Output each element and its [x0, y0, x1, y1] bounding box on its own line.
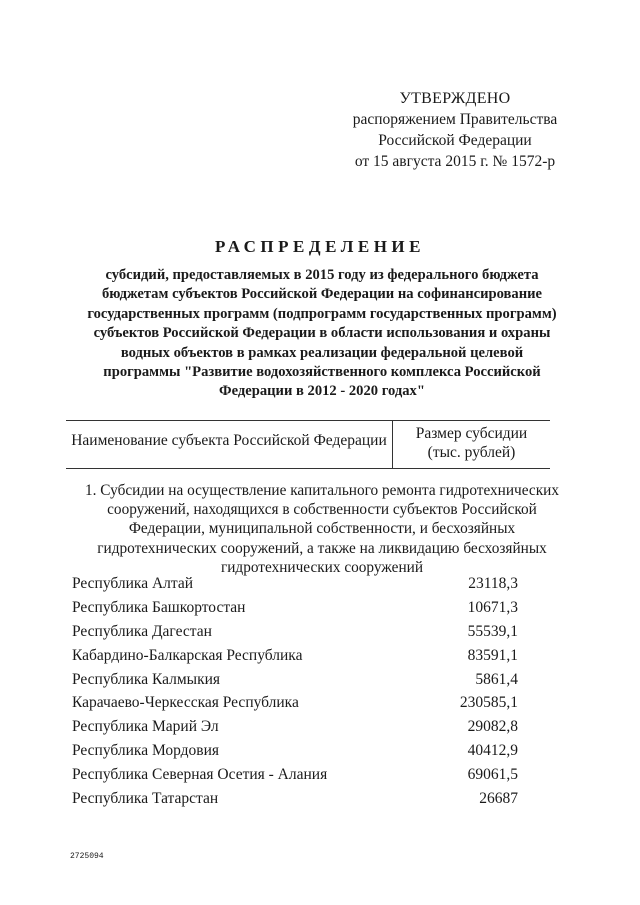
- subsidy-amount: 29082,8: [467, 718, 518, 736]
- region-name: Республика Татарстан: [72, 790, 219, 808]
- region-name: Республика Мордовия: [72, 742, 220, 760]
- section-title: [72, 481, 572, 577]
- subtitle-line: бюджетам субъектов Российской Федерации на софинансирование: [101, 286, 543, 303]
- subsidy-amount: 5861,4: [475, 670, 518, 688]
- region-name: Карачаево-Черкесская Республика: [72, 694, 299, 712]
- subtitle-line: Федерации в 2012 - 2020 годах": [219, 383, 425, 400]
- region-name: Республика Алтай: [72, 575, 194, 592]
- region-name: Республика Дагестан: [72, 622, 212, 640]
- subtitle-line: программы "Развитие водохозяйственного комплекса Российской: [103, 364, 541, 381]
- column-header-amount: [393, 424, 550, 462]
- subsidy-amount: 55539,1: [467, 622, 518, 640]
- subsidy-amount: 26687: [479, 790, 518, 808]
- subsidy-amount: 230585,1: [459, 694, 518, 712]
- document-title: РАСПРЕДЕЛЕНИЕ: [215, 237, 425, 256]
- approval-block: [330, 88, 580, 172]
- subsidy-amount: 40412,9: [467, 742, 518, 760]
- table-row: [72, 644, 552, 668]
- section-title-line: 1. Субсидии на осуществление капитального ремонта гидротехнических: [85, 482, 559, 499]
- table-row: [72, 763, 552, 787]
- table-row: [72, 691, 552, 715]
- region-name: Республика Марий Эл: [72, 718, 219, 736]
- column-header-amount-unit: (тыс. рублей): [427, 444, 516, 461]
- table-header-bottom-rule: [66, 468, 550, 469]
- subtitle-line: субъектов Российской Федерации в области использования и охраны: [93, 325, 551, 342]
- column-header-amount-line: Размер субсидии: [415, 425, 528, 442]
- table-row: [72, 787, 552, 811]
- subtitle-line: водных объектов в рамках реализации федеральной целевой: [120, 344, 524, 361]
- subsidy-amount: 69061,5: [467, 766, 518, 784]
- subsidy-amount: 10671,3: [467, 598, 518, 616]
- table-row: [72, 596, 552, 620]
- approval-heading: УТВЕРЖДЕНО: [399, 90, 511, 107]
- subtitle-line: субсидий, предоставляемых в 2015 году из федерального бюджета: [105, 267, 539, 283]
- region-name: Республика Башкортостан: [72, 598, 246, 616]
- subsidy-amount: 23118,3: [468, 575, 518, 592]
- subtitle-line: государственных программ (подпрограмм государственных программ): [87, 305, 557, 322]
- table-row: [72, 620, 552, 644]
- section-title-line: гидротехнических сооружений, а также на ликвидацию бесхозяйных: [97, 539, 547, 557]
- table-row: [72, 572, 552, 596]
- section-title-line: гидротехнических сооружений: [220, 558, 424, 576]
- table-header-top-rule: [66, 420, 550, 421]
- approval-line: Российской Федерации: [378, 132, 532, 149]
- table-row: [72, 715, 552, 739]
- section-title-line: Федерации, муниципальной собственности, и бесхозяйных: [128, 520, 516, 538]
- document-code: 2725094: [70, 852, 104, 861]
- table-row: [72, 668, 552, 692]
- region-name: Республика Северная Осетия - Алания: [72, 766, 328, 784]
- approval-date-line: от 15 августа 2015 г. № 1572-р: [354, 153, 556, 170]
- section-title-line: сооружений, находящихся в собственности субъектов Российской: [107, 501, 537, 519]
- column-header-name: Наименование субъекта Российской Федерации: [71, 432, 387, 449]
- approval-line: распоряжением Правительства: [352, 111, 558, 128]
- subsidy-amount: 83591,1: [467, 646, 518, 664]
- table-row: [72, 739, 552, 763]
- subsidy-table-body: [72, 572, 552, 811]
- region-name: Республика Калмыкия: [72, 670, 221, 688]
- document-subtitle: [68, 266, 576, 402]
- region-name: Кабардино-Балкарская Республика: [72, 646, 303, 664]
